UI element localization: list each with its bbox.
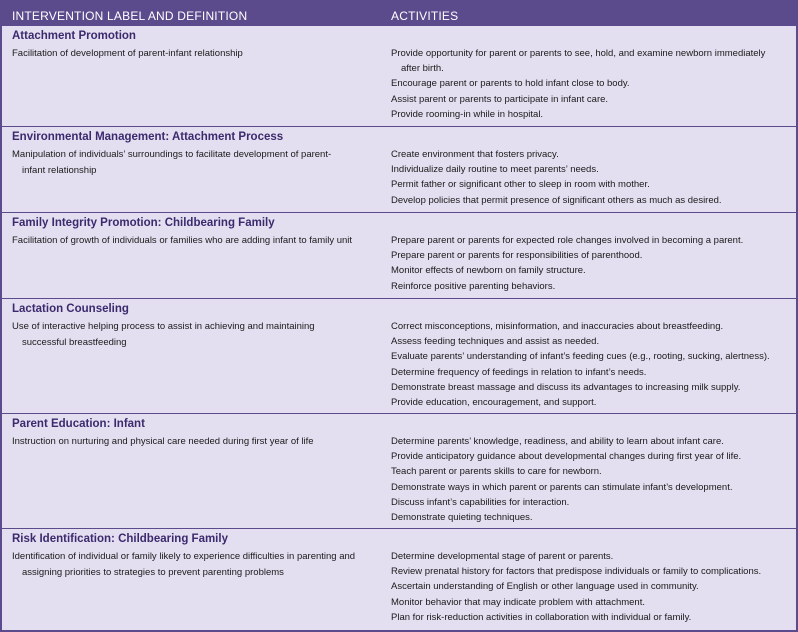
activity-list [391, 233, 791, 294]
activity-list [391, 319, 791, 410]
activity-item: Monitor behavior that may indicate problem with attachment. [391, 596, 645, 608]
section-lactation-counseling [2, 299, 796, 414]
activity-item: Encourage parent or parents to hold infant close to body. [391, 78, 630, 90]
section-title: Family Integrity Promotion: Childbearing Family [12, 217, 275, 229]
section-definition: Facilitation of growth of individuals or families who are adding infant to family unit [12, 235, 353, 246]
activity-item: Develop policies that permit presence of significant others as much as desired. [391, 194, 722, 206]
section-definition: Identification of individual or family likely to experience difficulties in parenting and assigning priorities to strategies to prevent parenting problems [12, 551, 356, 578]
activity-list [391, 147, 791, 208]
activity-item: Demonstrate ways in which parent or parents can stimulate infant’s development. [391, 481, 733, 493]
activity-item: Provide rooming-in while in hospital. [391, 108, 544, 120]
activity-item: Demonstrate quieting techniques. [391, 512, 533, 524]
section-attachment-promotion [2, 26, 796, 127]
activity-item: Discuss infant’s capabilities for interaction. [391, 496, 570, 508]
activity-item: Provide opportunity for parent or parents to see, hold, and examine newborn immediately after birth. [391, 48, 766, 75]
activity-item: Permit father or significant other to sleep in room with mother. [391, 179, 650, 191]
activity-item: Provide education, encouragement, and support. [391, 397, 597, 409]
table-header [2, 0, 796, 26]
activity-item: Monitor effects of newborn on family structure. [391, 265, 586, 277]
activity-item: Determine frequency of feedings in relation to infant’s needs. [391, 366, 647, 378]
section-title: Lactation Counseling [12, 303, 129, 315]
section-risk-identification [2, 529, 796, 630]
activity-item: Evaluate parents’ understanding of infant’s feeding cues (e.g., rooting, sucking, alertness). [391, 351, 770, 363]
activity-item: Provide anticipatory guidance about developmental changes during first year of life. [391, 451, 742, 463]
activity-list [391, 46, 771, 122]
activity-item: Assist parent or parents to participate in infant care. [391, 93, 609, 105]
activity-item: Assess feeding techniques and assist as needed. [391, 336, 600, 348]
activity-item: Correct misconceptions, misinformation, and inaccuracies about breastfeeding. [391, 321, 724, 332]
section-definition: Facilitation of development of parent-infant relationship [12, 48, 243, 59]
activity-item: Ascertain understanding of English or other language used in community. [391, 581, 699, 593]
activity-item: Create environment that fosters privacy. [391, 149, 559, 160]
activity-item: Prepare parent or parents for expected role changes involved in becoming a parent. [391, 235, 744, 246]
activity-list [391, 434, 791, 525]
activity-item: Review prenatal history for factors that predispose individuals or family to complications. [391, 566, 762, 578]
activity-item: Reinforce positive parenting behaviors. [391, 280, 556, 292]
activity-item: Plan for risk-reduction activities in collaboration with individual or family. [391, 611, 692, 623]
section-parent-education-infant [2, 414, 796, 529]
section-title: Risk Identification: Childbearing Family [12, 533, 228, 545]
section-title: Attachment Promotion [12, 30, 136, 42]
activity-item: Prepare parent or parents for responsibilities of parenthood. [391, 250, 643, 262]
section-environmental-management [2, 127, 796, 213]
activity-item: Individualize daily routine to meet parents’ needs. [391, 164, 599, 176]
activity-item: Demonstrate breast massage and discuss its advantages to increasing milk supply. [391, 381, 741, 393]
section-definition: Manipulation of individuals’ surroundings to facilitate development of parent-infant relationship [12, 149, 332, 176]
activity-item: Teach parent or parents skills to care for newborn. [391, 466, 602, 478]
activity-item: Determine parents’ knowledge, readiness, and ability to learn about infant care. [391, 436, 724, 447]
section-definition: Instruction on nurturing and physical care needed during first year of life [12, 436, 314, 447]
header-intervention-label: INTERVENTION LABEL AND DEFINITION [12, 9, 248, 23]
activity-item: Determine developmental stage of parent or parents. [391, 551, 614, 562]
section-definition: Use of interactive helping process to assist in achieving and maintaining successful breastfeeding [12, 321, 315, 348]
section-family-integrity-promotion [2, 213, 796, 299]
section-title: Parent Education: Infant [12, 418, 145, 430]
activity-list [391, 549, 791, 625]
section-title: Environmental Management: Attachment Process [12, 131, 284, 143]
header-activities: ACTIVITIES [391, 9, 459, 23]
